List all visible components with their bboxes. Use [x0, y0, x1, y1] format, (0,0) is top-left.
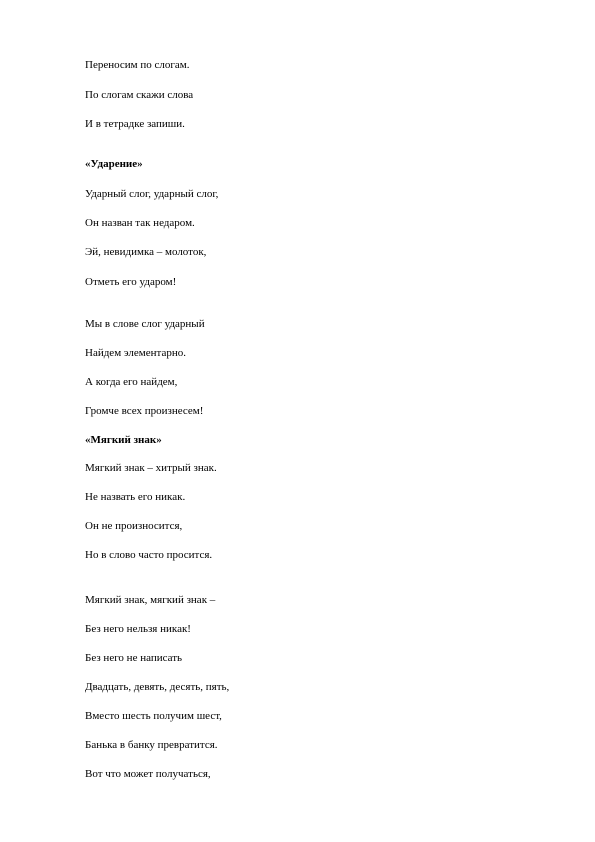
text-line: По слогам скажи слова — [85, 89, 194, 101]
text-line: Без него нельзя никак! — [85, 623, 191, 635]
text-line: Он назван так недаром. — [85, 217, 195, 229]
text-line: Громче всех произнесем! — [85, 405, 204, 417]
text-line: Отметь его ударом! — [85, 276, 177, 288]
text-line: Но в слово часто просится. — [85, 549, 213, 561]
section-heading-stress: «Ударение» — [85, 158, 143, 170]
text-line: Найдем элементарно. — [85, 347, 186, 359]
text-line: Мягкий знак – хитрый знак. — [85, 462, 217, 474]
text-line: Эй, невидимка – молоток, — [85, 246, 207, 258]
section-heading-soft-sign: «Мягкий знак» — [85, 434, 162, 446]
text-line: Без него не написать — [85, 652, 183, 664]
text-line: Переносим по слогам. — [85, 59, 190, 71]
text-line: Ударный слог, ударный слог, — [85, 188, 219, 200]
text-line: А когда его найдем, — [85, 376, 178, 388]
text-line: Вместо шесть получим шест, — [85, 710, 222, 722]
text-line: Банька в банку превратится. — [85, 739, 218, 751]
text-line: Не назвать его никак. — [85, 491, 186, 503]
text-line: И в тетрадке запиши. — [85, 118, 185, 130]
text-line: Он не произносится, — [85, 520, 183, 532]
text-line: Вот что может получаться, — [85, 768, 211, 780]
text-line: Мы в слове слог ударный — [85, 318, 205, 330]
text-line: Мягкий знак, мягкий знак – — [85, 594, 216, 606]
text-line: Двадцать, девять, десять, пять, — [85, 681, 230, 693]
